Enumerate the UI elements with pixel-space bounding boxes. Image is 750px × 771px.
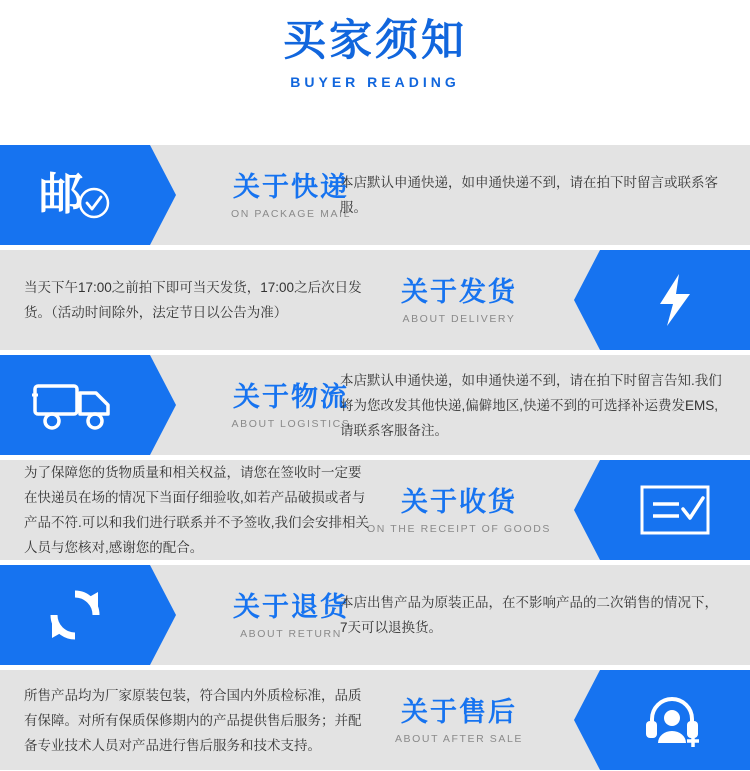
arrow-notch bbox=[574, 250, 600, 350]
row-title-cn: 关于退货 bbox=[233, 592, 349, 622]
row-description: 所售产品均为厂家原装包装，符合国内外质检标准，品质有保障。对所有保质保修期内的产品提供售后服务；并配备专业技术人员对产品进行售后服务和技术支持。 bbox=[24, 687, 362, 753]
row-description: 当天下午17:00之前拍下即可当天发货，17:00之后次日发货。（活动时间除外，法定节日以公告为准） bbox=[24, 280, 362, 320]
row-title-cn: 关于快递 bbox=[233, 172, 349, 202]
row-description: 本店默认申通快递，如申通快递不到，请在拍下时留言告知.我们将为您改发其他快递,偏僻地区,快递不到的可选择补运费发EMS,请联系客服备注。 bbox=[340, 372, 722, 438]
row-description: 本店默认申通快递，如申通快递不到，请在拍下时留言或联系客服。 bbox=[340, 175, 718, 215]
row-title bbox=[354, 460, 564, 560]
notice-row bbox=[0, 355, 750, 455]
row-title bbox=[354, 670, 564, 770]
notice-row bbox=[0, 460, 750, 560]
row-title-en: ABOUT AFTER SALE bbox=[394, 733, 524, 745]
arrow-notch bbox=[150, 565, 176, 665]
row-title-cn: 关于售后 bbox=[401, 697, 517, 727]
mail-check-icon: 邮 bbox=[0, 145, 150, 245]
headset-support-icon bbox=[600, 670, 750, 770]
notice-row bbox=[0, 670, 750, 770]
delivery-truck-icon bbox=[0, 355, 150, 455]
notice-row bbox=[0, 565, 750, 665]
row-title-cn: 关于收货 bbox=[401, 487, 517, 517]
arrow-notch bbox=[150, 355, 176, 455]
row-title-en: ABOUT DELIVERY bbox=[402, 313, 516, 325]
arrow-notch bbox=[150, 145, 176, 245]
arrow-notch bbox=[574, 670, 600, 770]
lightning-bolt-icon bbox=[600, 250, 750, 350]
row-title-en: ON PACKAGE MAIL bbox=[230, 208, 352, 220]
document-check-icon bbox=[600, 460, 750, 560]
icon-panel bbox=[600, 250, 750, 350]
page-subtitle: BUYER READING bbox=[290, 74, 460, 90]
row-title-cn: 关于发货 bbox=[401, 277, 517, 307]
notice-rows bbox=[0, 145, 750, 770]
page-title: 买家须知 bbox=[283, 17, 467, 65]
icon-panel bbox=[600, 460, 750, 560]
notice-row bbox=[0, 145, 750, 245]
notice-row bbox=[0, 250, 750, 350]
icon-panel bbox=[0, 565, 150, 665]
row-title-en: ABOUT RETURN bbox=[240, 628, 342, 640]
row-title bbox=[354, 250, 564, 350]
row-description: 本店出售产品为原装正品，在不影响产品的二次销售的情况下，7天可以退换货。 bbox=[340, 595, 718, 635]
row-title-cn: 关于物流 bbox=[233, 382, 349, 412]
icon-panel bbox=[0, 145, 150, 245]
row-title-en: ABOUT LOGISTICS bbox=[231, 418, 351, 430]
refresh-return-icon bbox=[0, 565, 150, 665]
row-title-en: ON THE RECEIPT OF GOODS bbox=[366, 523, 551, 535]
icon-panel bbox=[0, 355, 150, 455]
row-description: 为了保障您的货物质量和相关权益，请您在签收时一定要在快递员在场的情况下当面仔细验收,如若产品破损或者与产品不符.可以和我们进行联系并不予签收,我们会安排相关人员与您核对,感谢您的配合。 bbox=[24, 465, 370, 555]
arrow-notch bbox=[574, 460, 600, 560]
page-header bbox=[0, 0, 750, 145]
icon-panel bbox=[600, 670, 750, 770]
